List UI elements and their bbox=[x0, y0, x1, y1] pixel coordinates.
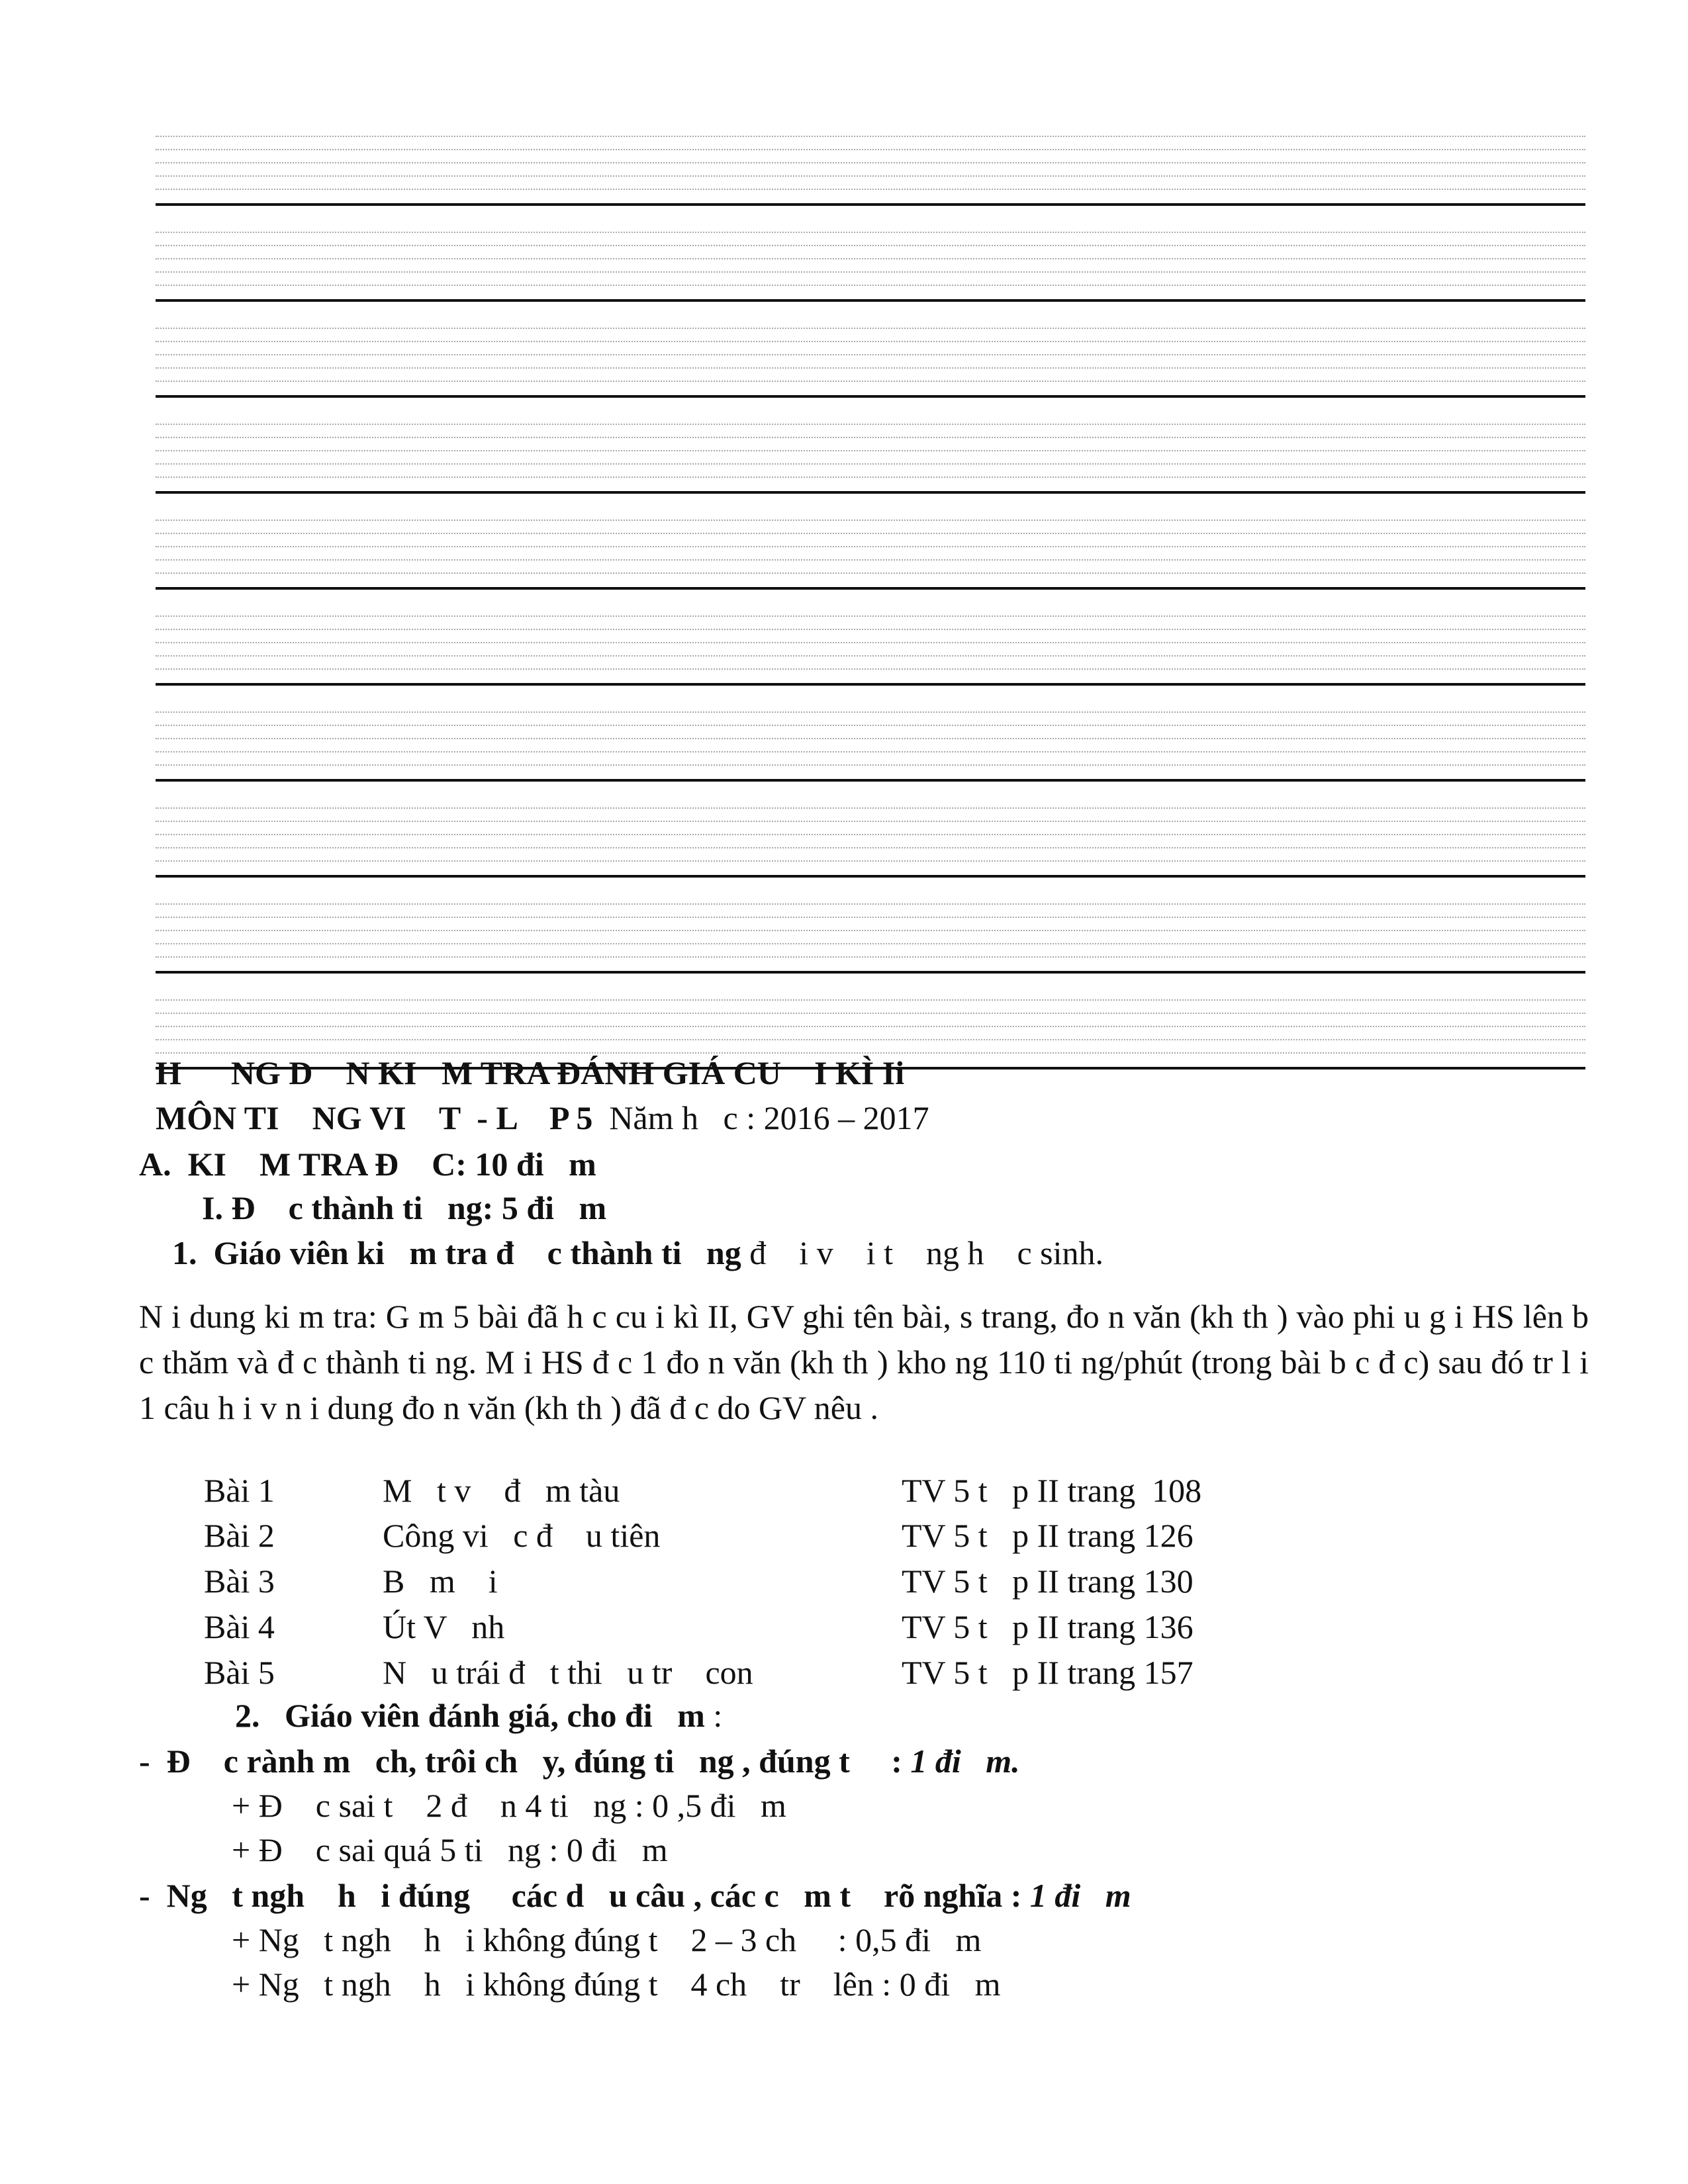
criterion-2-sub-2: + Ng t ngh h i không đúng t 4 ch tr lên : 0 đi m bbox=[232, 1966, 1001, 2003]
dotted-guide-line bbox=[156, 424, 1585, 425]
dotted-guide-line bbox=[156, 258, 1585, 259]
dotted-guide-line bbox=[156, 847, 1585, 848]
dotted-guide-line bbox=[156, 271, 1585, 273]
reading-reference: TV 5 t p II trang 157 bbox=[902, 1654, 1194, 1691]
criterion-2-sub-1: + Ng t ngh h i không đúng t 2 – 3 ch : 0,5 đi m bbox=[232, 1921, 982, 1958]
reading-reference: TV 5 t p II trang 126 bbox=[902, 1517, 1194, 1554]
criterion-1-text: - Đ c rành m ch, trôi ch y, đúng ti ng , đúng t : bbox=[139, 1743, 902, 1780]
ruled-band bbox=[156, 513, 1585, 609]
dotted-guide-line bbox=[156, 655, 1585, 657]
writing-area bbox=[156, 129, 1585, 1068]
dotted-guide-line bbox=[156, 860, 1585, 862]
criterion-2-points: 1 đi m bbox=[1021, 1877, 1131, 1914]
item-1-heading: 1. Giáo viên ki m tra đ c thành ti ng bbox=[172, 1234, 741, 1271]
reading-number: Bài 5 bbox=[204, 1654, 275, 1691]
item-1 bbox=[172, 1233, 1103, 1273]
ruled-band bbox=[156, 897, 1585, 993]
dotted-guide-line bbox=[156, 807, 1585, 809]
criterion-1 bbox=[139, 1741, 1020, 1781]
dotted-guide-line bbox=[156, 546, 1585, 547]
reading-number: Bài 3 bbox=[204, 1563, 275, 1600]
reading-title: Út V nh bbox=[383, 1608, 505, 1645]
solid-writing-line bbox=[156, 779, 1585, 782]
reading-number: Bài 1 bbox=[204, 1472, 275, 1509]
reading-title: Công vi c đ u tiên bbox=[383, 1517, 661, 1554]
dotted-guide-line bbox=[156, 711, 1585, 713]
dotted-guide-line bbox=[156, 751, 1585, 752]
ruled-band bbox=[156, 801, 1585, 897]
reading-title: M t v đ m tàu bbox=[383, 1472, 620, 1509]
criterion-1-sub-2: + Đ c sai quá 5 ti ng : 0 đi m bbox=[232, 1831, 668, 1868]
subject-name: MÔN TI NG VI T - L P 5 bbox=[156, 1099, 601, 1136]
ruled-band bbox=[156, 609, 1585, 705]
dotted-guide-line bbox=[156, 450, 1585, 451]
item-2 bbox=[235, 1696, 722, 1735]
criterion-1-points: 1 đi m. bbox=[902, 1743, 1020, 1780]
dotted-guide-line bbox=[156, 642, 1585, 643]
reading-reference: TV 5 t p II trang 108 bbox=[902, 1472, 1202, 1509]
dotted-guide-line bbox=[156, 999, 1585, 1001]
dotted-guide-line bbox=[156, 328, 1585, 329]
dotted-guide-line bbox=[156, 764, 1585, 766]
solid-writing-line bbox=[156, 203, 1585, 206]
solid-writing-line bbox=[156, 683, 1585, 686]
dotted-guide-line bbox=[156, 834, 1585, 835]
subject-line bbox=[156, 1098, 929, 1138]
dotted-guide-line bbox=[156, 725, 1585, 726]
dotted-guide-line bbox=[156, 1013, 1585, 1014]
dotted-guide-line bbox=[156, 956, 1585, 958]
dotted-guide-line bbox=[156, 463, 1585, 465]
dotted-guide-line bbox=[156, 930, 1585, 931]
item-2-colon: : bbox=[713, 1697, 723, 1734]
dotted-guide-line bbox=[156, 917, 1585, 918]
section-a-title: A. KI M TRA Đ C: 10 đi m bbox=[139, 1146, 596, 1183]
dotted-guide-line bbox=[156, 437, 1585, 438]
dotted-guide-line bbox=[156, 559, 1585, 561]
reading-title: N u trái đ t thi u tr con bbox=[383, 1654, 753, 1691]
ruled-band bbox=[156, 705, 1585, 801]
criterion-1-sub-1: + Đ c sai t 2 đ n 4 ti ng : 0 ,5 đi m bbox=[232, 1787, 786, 1824]
dotted-guide-line bbox=[156, 572, 1585, 574]
solid-writing-line bbox=[156, 587, 1585, 590]
dotted-guide-line bbox=[156, 162, 1585, 163]
dotted-guide-line bbox=[156, 821, 1585, 822]
reading-number: Bài 4 bbox=[204, 1608, 275, 1645]
dotted-guide-line bbox=[156, 477, 1585, 478]
solid-writing-line bbox=[156, 299, 1585, 302]
dotted-guide-line bbox=[156, 367, 1585, 369]
dotted-guide-line bbox=[156, 1039, 1585, 1040]
dotted-guide-line bbox=[156, 341, 1585, 342]
dotted-guide-line bbox=[156, 943, 1585, 944]
dotted-guide-line bbox=[156, 232, 1585, 233]
ruled-band bbox=[156, 417, 1585, 513]
dotted-guide-line bbox=[156, 533, 1585, 534]
ruled-band bbox=[156, 225, 1585, 321]
dotted-guide-line bbox=[156, 189, 1585, 190]
dotted-guide-line bbox=[156, 629, 1585, 630]
content-paragraph: N i dung ki m tra: G m 5 bài đã h c cu i kì II, GV ghi tên bài, s trang, đo n văn (kh th ) vào phi u g i HS lên b c thăm và đ c thành ti ng. M i HS đ c 1 đo n văn (kh th ) kho ng 110 ti ng/phút (trong bài b c đ c) sau đó tr l i 1 câu h i v n i dung đo n văn (kh th ) đã đ c do GV nêu . bbox=[139, 1298, 1589, 1426]
criterion-2 bbox=[139, 1876, 1131, 1915]
dotted-guide-line bbox=[156, 520, 1585, 521]
dotted-guide-line bbox=[156, 136, 1585, 137]
ruled-band bbox=[156, 321, 1585, 417]
dotted-guide-line bbox=[156, 668, 1585, 670]
dotted-guide-line bbox=[156, 149, 1585, 150]
item-2-heading: 2. Giáo viên đánh giá, cho đi m bbox=[235, 1697, 714, 1734]
reading-number: Bài 2 bbox=[204, 1517, 275, 1554]
dotted-guide-line bbox=[156, 354, 1585, 355]
dotted-guide-line bbox=[156, 1026, 1585, 1027]
solid-writing-line bbox=[156, 971, 1585, 974]
dotted-guide-line bbox=[156, 381, 1585, 382]
ruled-band bbox=[156, 129, 1585, 225]
reading-title: B m i bbox=[383, 1563, 498, 1600]
dotted-guide-line bbox=[156, 285, 1585, 286]
dotted-guide-line bbox=[156, 175, 1585, 177]
reading-reference: TV 5 t p II trang 130 bbox=[902, 1563, 1194, 1600]
reading-reference: TV 5 t p II trang 136 bbox=[902, 1608, 1194, 1645]
part-1-title: I. Đ c thành ti ng: 5 đi m bbox=[202, 1189, 607, 1226]
solid-writing-line bbox=[156, 875, 1585, 878]
dotted-guide-line bbox=[156, 615, 1585, 617]
criterion-2-text: - Ng t ngh h i đúng các d u câu , các c m t rõ nghĩa : bbox=[139, 1877, 1022, 1914]
item-1-target: đ i v i t ng h c sinh. bbox=[741, 1234, 1104, 1271]
dotted-guide-line bbox=[156, 245, 1585, 246]
solid-writing-line bbox=[156, 395, 1585, 398]
solid-writing-line bbox=[156, 491, 1585, 494]
dotted-guide-line bbox=[156, 903, 1585, 905]
dotted-guide-line bbox=[156, 738, 1585, 739]
guide-title: H NG D N KI M TRA ĐÁNH GIÁ CU I KÌ Ii bbox=[156, 1054, 905, 1091]
school-year: Năm h c : 2016 – 2017 bbox=[600, 1099, 929, 1136]
